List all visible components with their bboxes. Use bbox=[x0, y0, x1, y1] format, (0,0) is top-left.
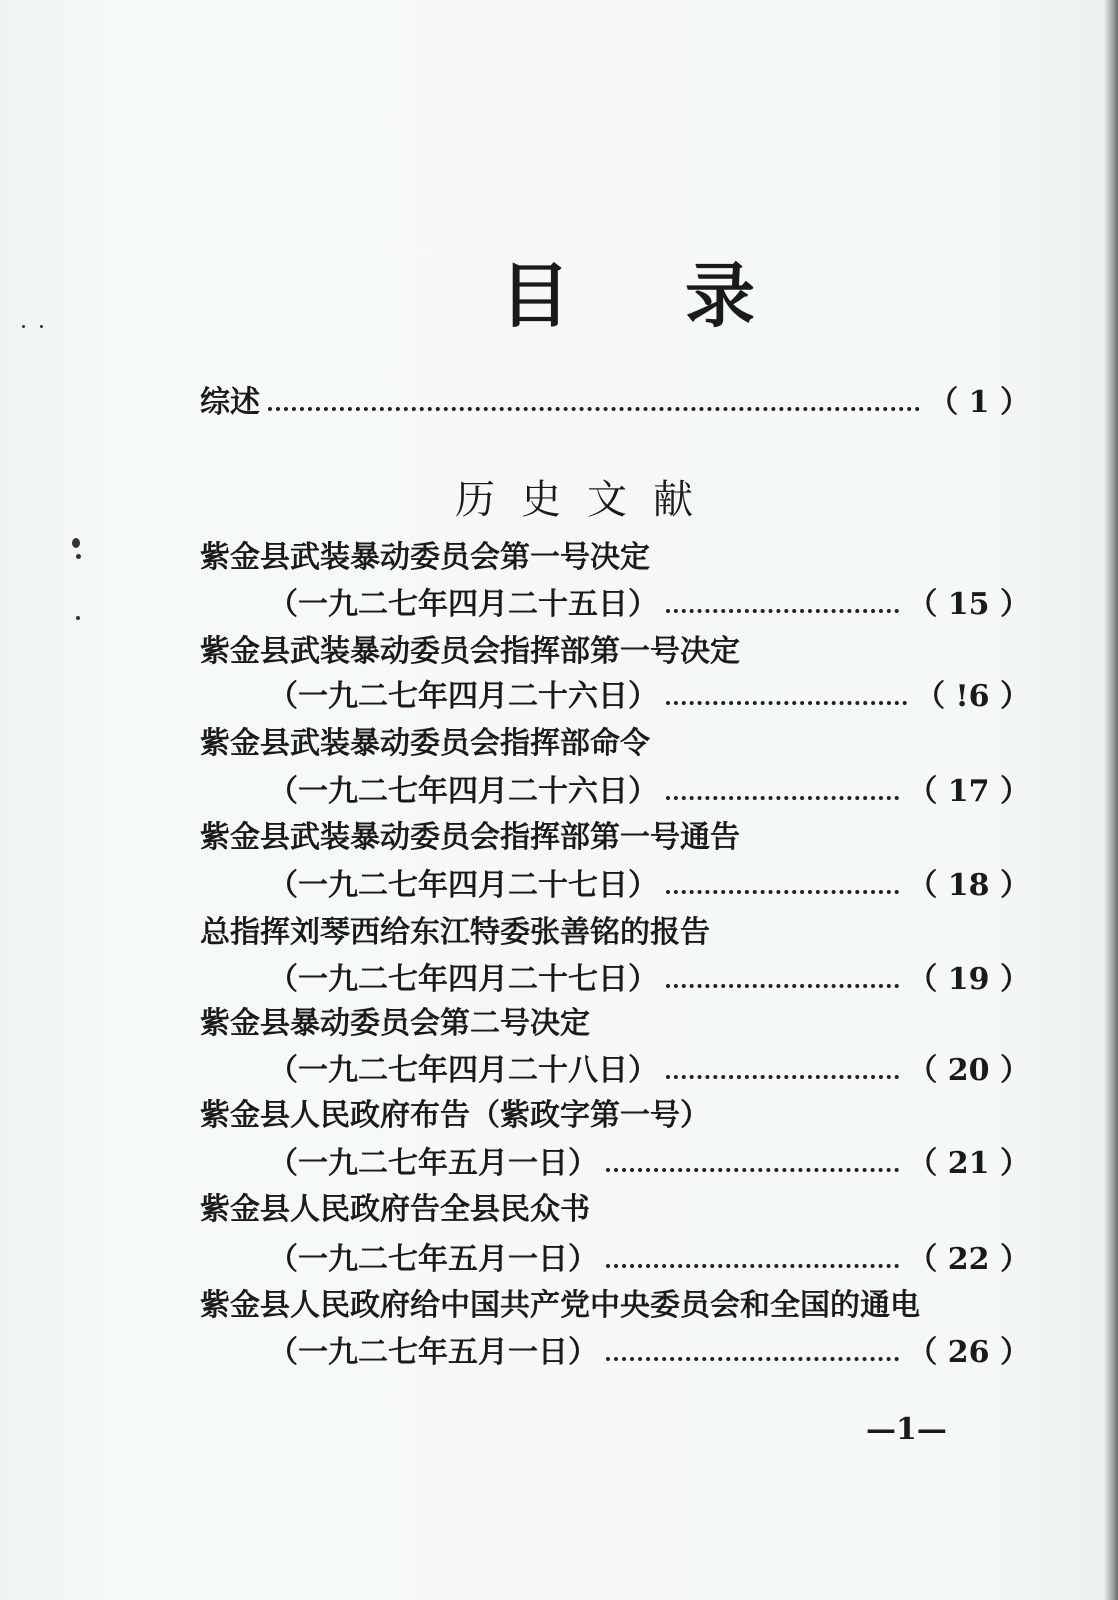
title-char-2: 录 bbox=[685, 254, 755, 337]
page-edge-shadow bbox=[1104, 0, 1118, 1600]
entry-date: （一九二七年四月二十六日） bbox=[268, 679, 658, 714]
page-number: （ 1 ） bbox=[928, 385, 1030, 420]
toc-entry-title: 紫金县武装暴动委员会指挥部第一号通告 bbox=[200, 820, 740, 855]
entry-date: （一九二七年五月一日） bbox=[268, 1242, 598, 1277]
toc-entry-title: 紫金县武装暴动委员会指挥部第一号决定 bbox=[200, 634, 740, 669]
scan-speck bbox=[76, 554, 81, 559]
entry-date: （一九二七年五月一日） bbox=[268, 1146, 598, 1181]
entry-date: （一九二七年五月一日） bbox=[268, 1335, 598, 1370]
entry-date: （一九二七年四月二十七日） bbox=[268, 868, 658, 903]
dot-leader bbox=[666, 609, 899, 613]
entry-date: （一九二七年四月二十五日） bbox=[268, 587, 658, 622]
toc-entry-title: 紫金县人民政府给中国共产党中央委员会和全国的通电 bbox=[200, 1288, 920, 1323]
toc-entry-title: 紫金县暴动委员会第二号决定 bbox=[200, 1006, 590, 1041]
toc-entry-date-line bbox=[268, 1051, 1030, 1091]
page-number: （ 21 ） bbox=[907, 1146, 1030, 1181]
toc-entry-title: 总指挥刘琴西给东江特委张善铭的报告 bbox=[200, 915, 710, 950]
entry-date: （一九二七年四月二十六日） bbox=[268, 774, 658, 809]
toc-entry-date-line bbox=[268, 585, 1030, 625]
toc-entry-date-line bbox=[268, 1144, 1030, 1184]
page-number: （ 15 ） bbox=[907, 587, 1030, 622]
toc-entry-date-line bbox=[268, 677, 1030, 717]
page-number: （ 18 ） bbox=[907, 868, 1030, 903]
page-number: （ !6 ） bbox=[915, 679, 1030, 714]
dot-leader bbox=[666, 890, 899, 894]
page-number: （ 26 ） bbox=[907, 1335, 1030, 1370]
scan-speck bbox=[76, 616, 80, 620]
page-number: （ 17 ） bbox=[907, 774, 1030, 809]
toc-entry-date-line bbox=[268, 772, 1030, 812]
section-heading: 历史文献 bbox=[455, 477, 719, 523]
dot-leader bbox=[606, 1264, 899, 1268]
toc-entry-date-line bbox=[268, 1333, 1030, 1373]
page-number: （ 19 ） bbox=[907, 962, 1030, 997]
overview-label: 综述 bbox=[200, 385, 260, 420]
toc-entry-title: 紫金县武装暴动委员会第一号决定 bbox=[200, 540, 650, 575]
dot-leader bbox=[666, 984, 899, 988]
toc-entry-title: 紫金县人民政府布告（紫政字第一号） bbox=[200, 1098, 710, 1133]
entry-date: （一九二七年四月二十七日） bbox=[268, 962, 658, 997]
toc-entry-date-line bbox=[268, 1240, 1030, 1280]
dot-leader bbox=[606, 1357, 899, 1361]
dot-leader bbox=[666, 1075, 899, 1079]
toc-entry-date-line bbox=[268, 866, 1030, 906]
page-number: （ 20 ） bbox=[907, 1053, 1030, 1088]
scan-speck bbox=[40, 325, 43, 328]
dot-leader bbox=[666, 796, 899, 800]
toc-entry-title: 紫金县人民政府告全县民众书 bbox=[200, 1192, 590, 1227]
page-number: （ 22 ） bbox=[907, 1242, 1030, 1277]
dot-leader bbox=[666, 701, 907, 705]
page-footer-number: —1— bbox=[866, 1412, 947, 1447]
scan-speck bbox=[72, 538, 80, 548]
scan-speck bbox=[22, 325, 25, 328]
dot-leader bbox=[606, 1168, 899, 1172]
title-char-1: 目 bbox=[500, 254, 570, 337]
toc-entry-date-line bbox=[268, 960, 1030, 1000]
entry-date: （一九二七年四月二十八日） bbox=[268, 1053, 658, 1088]
dot-leader bbox=[268, 407, 920, 411]
toc-entry-overview bbox=[200, 383, 1030, 423]
toc-entry-title: 紫金县武装暴动委员会指挥部命令 bbox=[200, 726, 650, 761]
